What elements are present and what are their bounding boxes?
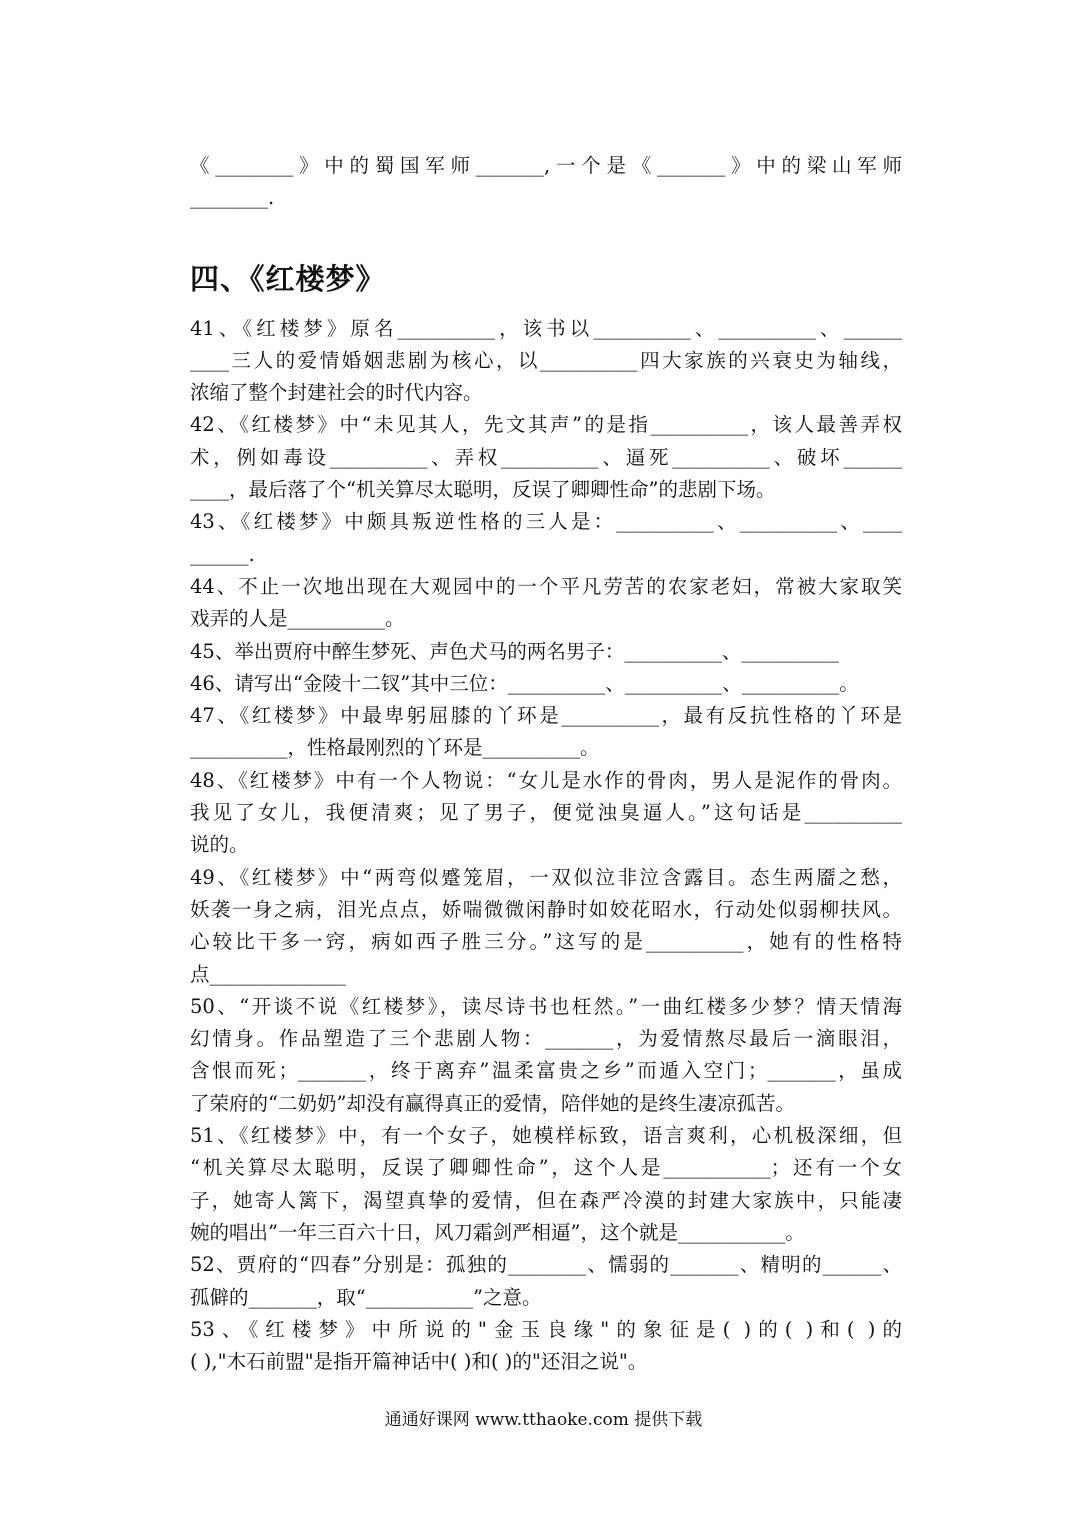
question-item <box>190 1314 902 1379</box>
question-line: 幻情身。作品塑造了三个悲剧人物：_______，为爱情熬尽最后一滴眼泪， <box>190 1027 902 1051</box>
question-line: 点______________ <box>190 962 347 986</box>
question-line: 45、举出贾府中醉生梦死、声色犬马的两名男子：__________、__________ <box>190 639 839 663</box>
question-line: 41、《红楼梦》原名__________，该书以__________、__________、______ <box>190 316 902 340</box>
footer-credit: 通通好课网 www.tthaoke.com 提供下载 <box>384 1410 703 1430</box>
question-line: 含恨而死；_______，终于离弃”温柔富贵之乡”而遁入空门；_______，虽成 <box>190 1059 902 1083</box>
intro-block <box>190 150 902 215</box>
question-line: 了荣府的“二奶奶”却没有赢得真正的爱情，陪伴她的是终生凄凉孤苦。 <box>190 1091 795 1115</box>
intro-line-1: 《________》中的蜀国军师_______,一个是《_______》中的梁山军师 <box>190 154 902 177</box>
document-body <box>190 150 902 1378</box>
question-line: 51、《红楼梦》中，有一个女子，她模样标致，语言爽利，心机极深细，但 <box>190 1124 902 1148</box>
question-line: 42、《红楼梦》中“未见其人，先文其声”的是指__________，该人最善弄权 <box>190 413 902 437</box>
question-line: ______. <box>190 542 255 566</box>
question-line: ____，最后落了个“机关算尽太聪明，反误了卿卿性命”的悲剧下场。 <box>190 478 776 502</box>
question-item <box>190 636 902 668</box>
question-line: 我见了女儿，我便清爽；见了男子，便觉浊臭逼人。”这句话是__________ <box>190 801 902 825</box>
question-line: 浓缩了整个封建社会的时代内容。 <box>190 381 483 405</box>
question-line: 49、《红楼梦》中“两弯似蹙笼眉，一双似泣非泣含露目。态生两靥之愁， <box>190 865 902 889</box>
question-item <box>190 409 902 506</box>
question-line: 妖袭一身之病，泪光点点，娇喘微微闲静时如姣花昭水，行动处似弱柳扶风。 <box>190 897 902 921</box>
question-line: ( ),"木石前盟"是指开篇神话中( )和( )的"还泪之说"。 <box>190 1350 648 1374</box>
question-line: 术，例如毒设__________、弄权__________、逼死__________、破坏______ <box>190 445 902 469</box>
question-line: “机关算尽太聪明，反误了卿卿性命”，这个人是___________；还有一个女 <box>190 1156 902 1180</box>
section-title: 四、《红楼梦》 <box>190 261 386 296</box>
question-line: 47、《红楼梦》中最卑躬屈膝的丫环是__________，最有反抗性格的丫环是 <box>190 704 902 728</box>
question-line: 46、请写出“金陵十二钗”其中三位：__________、__________、__________。 <box>190 671 859 695</box>
question-item <box>190 991 902 1120</box>
question-item <box>190 1120 902 1249</box>
question-item <box>190 571 902 636</box>
question-line: 心较比干多一窍，病如西子胜三分。”这写的是__________，她有的性格特 <box>190 930 902 954</box>
question-line: 53、《红楼梦》中所说的"金玉良缘"的象征是( )的( )和( )的 <box>190 1317 902 1341</box>
intro-line-2: ________. <box>190 186 275 210</box>
question-line: ____三人的爱情婚姻悲剧为核心，以__________四大家族的兴衰史为轴线， <box>190 348 902 372</box>
question-line: 44、不止一次地出现在大观园中的一个平凡劳苦的农家老妇，常被大家取笑 <box>190 574 902 598</box>
question-item <box>190 862 902 991</box>
question-line: 子，她寄人篱下，渴望真挚的爱情，但在森严冷漠的封建大家族中，只能凄 <box>190 1188 902 1212</box>
question-item <box>190 765 902 862</box>
question-line: 48、《红楼梦》中有一个人物说：“女儿是水作的骨肉，男人是泥作的骨肉。 <box>190 768 902 792</box>
question-line: 戏弄的人是__________。 <box>190 607 405 631</box>
question-line: 50、“开谈不说《红楼梦》，读尽诗书也枉然。”一曲红楼多少梦？情天情海 <box>190 994 902 1018</box>
question-line: 孤僻的_______，取“___________”之意。 <box>190 1285 542 1309</box>
question-item <box>190 668 902 700</box>
question-line: 婉的唱出”一年三百六十日，风刀霜剑严相逼”，这个就是___________。 <box>190 1220 805 1244</box>
question-line: __________，性格最刚烈的丫环是__________。 <box>190 736 600 760</box>
question-item <box>190 1249 902 1314</box>
question-list <box>190 313 902 1379</box>
question-item <box>190 506 902 571</box>
question-line: 说的。 <box>190 833 249 857</box>
question-line: 52、贾府的“四春”分别是：孤独的________、懦弱的_______、精明的______、 <box>190 1253 902 1277</box>
question-line: 43、《红楼梦》中颇具叛逆性格的三人是：__________、__________、____ <box>190 510 902 534</box>
question-item <box>190 700 902 765</box>
question-item <box>190 313 902 410</box>
